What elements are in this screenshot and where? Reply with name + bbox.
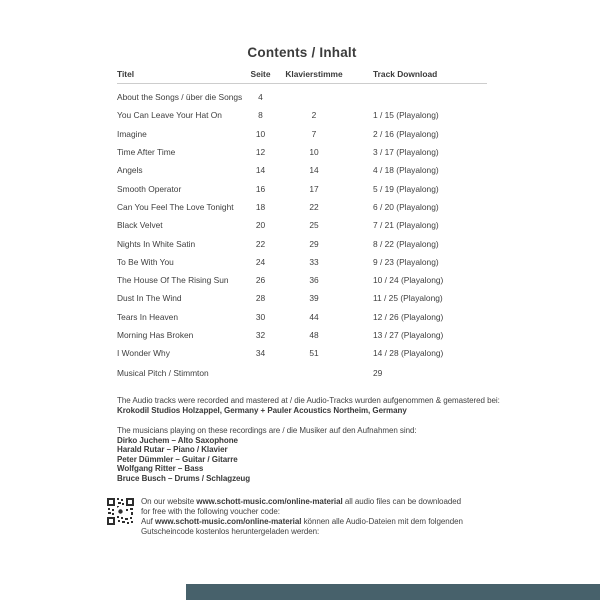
song-title: Morning Has Broken [117, 330, 194, 340]
piano-page-number: 33 [309, 256, 319, 267]
track-number: 14 / 28 (Playalong) [373, 348, 444, 359]
page-number: 32 [255, 330, 266, 340]
musician-line: Wolfgang Ritter – Bass [117, 464, 204, 474]
song-title: Can You Feel The Love Tonight [117, 201, 234, 212]
voucher-de-line2: Gutscheincode kostenlos heruntergeladen werden: [141, 527, 320, 536]
contents-table-body [117, 88, 487, 362]
table-header-row [117, 67, 487, 84]
voucher-de-pre: Auf [141, 517, 156, 526]
musician-line: Bruce Busch – Drums / Schlagzeug [117, 473, 251, 483]
table-row [117, 234, 487, 252]
header-seite: Seite [250, 68, 271, 79]
page-number: 10 [255, 128, 266, 139]
page-number: 20 [255, 220, 266, 231]
song-title: Nights In White Satin [117, 238, 196, 249]
table-row [117, 326, 487, 344]
piano-page-number: 48 [309, 330, 319, 340]
piano-page-number: 44 [309, 311, 319, 322]
track-number: 11 / 25 (Playalong) [373, 293, 443, 304]
piano-page-number: 36 [309, 275, 319, 286]
header-klavierstimme: Klavierstimme [285, 68, 343, 79]
voucher-en-post: all audio files can be downloaded [342, 497, 462, 506]
table-row [117, 271, 487, 289]
track-number: 8 / 22 (Playalong) [373, 238, 439, 249]
song-title: To Be With You [117, 256, 174, 267]
page-number: 26 [255, 275, 266, 286]
song-title: Dust In The Wind [117, 293, 182, 304]
schott-url: www.schott-music.com/online-material [196, 497, 343, 506]
song-title: Tears In Heaven [117, 311, 178, 322]
musicians-credits [117, 426, 417, 484]
voucher-de-post: können alle Audio-Dateien mit dem folgenden [301, 517, 463, 526]
musician-line: Dirko Juchem – Alto Saxophone [117, 435, 238, 445]
page-number: 8 [258, 110, 263, 121]
song-title: Smooth Operator [117, 183, 182, 194]
recorded-line: The Audio tracks were recorded and mastered at / die Audio-Tracks wurden aufgenommen & gemastered bei: [117, 396, 500, 405]
page-number: 12 [255, 147, 266, 158]
song-title: About the Songs / über die Songs [117, 92, 243, 103]
voucher-en-pre: On our website [141, 497, 197, 506]
table-row [117, 106, 487, 124]
page-number: 24 [255, 256, 266, 267]
track-number: 29 [373, 368, 383, 379]
table-row [117, 308, 487, 326]
track-number: 13 / 27 (Playalong) [373, 330, 444, 340]
page-number: 28 [255, 293, 266, 304]
page-number: 34 [255, 348, 266, 359]
piano-page-number: 7 [311, 128, 317, 139]
song-title: Musical Pitch / Stimmton [117, 368, 209, 379]
page-title: Contents / Inhalt [247, 45, 357, 60]
piano-page-number: 39 [309, 293, 319, 304]
song-title: The House Of The Rising Sun [117, 275, 229, 286]
track-number: 3 / 17 (Playalong) [373, 147, 439, 158]
musician-line: Peter Dümmler – Guitar / Gitarre [117, 454, 238, 464]
bottom-accent-bar [186, 584, 600, 600]
track-number: 5 / 19 (Playalong) [373, 183, 439, 194]
song-title: I Wonder Why [117, 348, 170, 359]
table-row [117, 125, 487, 143]
piano-page-number: 2 [311, 110, 317, 121]
table-row [117, 198, 487, 216]
track-number: 7 / 21 (Playalong) [373, 220, 439, 231]
song-title: Black Velvet [117, 220, 163, 231]
musicians-intro: The musicians playing on these recordings are / die Musiker auf den Aufnahmen sind: [117, 426, 417, 435]
header-titel: Titel [117, 68, 135, 79]
schott-url: www.schott-music.com/online-material [155, 517, 302, 526]
song-title: Angels [117, 165, 143, 176]
piano-page-number: 22 [309, 201, 319, 212]
track-number: 1 / 15 (Playalong) [373, 110, 439, 121]
voucher-en-line2: for free with the following voucher code: [141, 507, 280, 516]
track-number: 6 / 20 (Playalong) [373, 201, 439, 212]
piano-page-number: 51 [309, 348, 319, 359]
header-track-download: Track Download [373, 68, 438, 79]
voucher-instructions [141, 497, 463, 537]
page-number: 4 [258, 92, 263, 103]
page-number: 30 [255, 311, 266, 322]
piano-page-number: 10 [309, 147, 319, 158]
piano-page-number: 25 [309, 220, 319, 231]
song-title: Imagine [117, 128, 147, 139]
song-title: Time After Time [117, 147, 176, 158]
table-row [117, 88, 487, 106]
page-number: 18 [255, 201, 266, 212]
page-number: 22 [255, 238, 266, 249]
table-row [117, 253, 487, 271]
table-row [117, 179, 487, 197]
track-number: 2 / 16 (Playalong) [373, 128, 439, 139]
table-row [117, 289, 487, 307]
song-title: You Can Leave Your Hat On [117, 110, 222, 121]
track-number: 10 / 24 (Playalong) [373, 275, 444, 286]
qr-code-icon [106, 497, 135, 526]
page-number: 16 [255, 183, 266, 194]
table-row [117, 161, 487, 179]
contents-table [117, 67, 487, 362]
recording-credits [117, 396, 500, 415]
page-number: 14 [255, 165, 266, 176]
studios-line: Krokodil Studios Holzappel, Germany + Pauler Acoustics Northeim, Germany [117, 405, 407, 415]
table-row [117, 344, 487, 362]
piano-page-number: 14 [309, 165, 319, 176]
table-row [117, 143, 487, 161]
track-number: 9 / 23 (Playalong) [373, 256, 439, 267]
musical-pitch-row [117, 364, 487, 382]
piano-page-number: 29 [309, 238, 319, 249]
piano-page-number: 17 [309, 183, 319, 194]
table-row [117, 216, 487, 234]
musician-line: Harald Rutar – Piano / Klavier [117, 445, 228, 455]
track-number: 4 / 18 (Playalong) [373, 165, 439, 176]
track-number: 12 / 26 (Playalong) [373, 311, 444, 322]
